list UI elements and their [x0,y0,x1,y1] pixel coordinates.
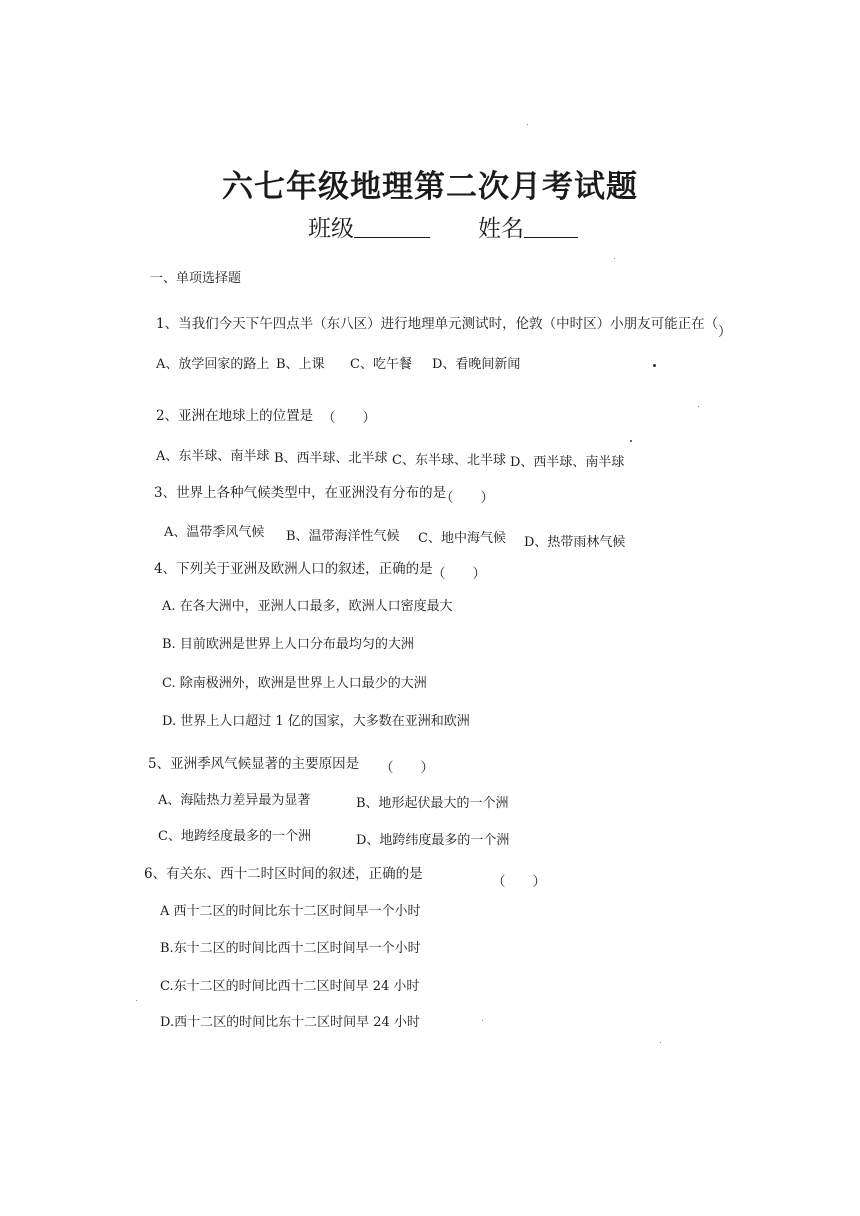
scan-speck [482,1020,483,1021]
question-3-option-d: D、热带雨林气候 [524,535,626,550]
question-6-option-d: D.西十二区的时间比东十二区时间早 24 小时 [160,1015,420,1030]
question-5-answer-paren: （ ） [380,760,434,776]
page-title: 六七年级地理第二次月考试题 [222,169,638,205]
question-4-option-c: C. 除南极洲外，欧洲是世界上人口最少的大洲 [162,676,427,691]
question-6-option-b: B.东十二区的时间比西十二区时间早一个小时 [160,941,421,956]
question-4-option-d: D. 世界上人口超过 1 亿的国家，大多数在亚洲和欧洲 [162,714,470,729]
question-6-answer-paren: （ ） [492,874,546,890]
question-3-answer-paren: （ ） [440,490,494,506]
question-5-option-a: A、海陆热力差异最为显著 [158,793,311,808]
question-2-stem: 2、亚洲在地球上的位置是 [156,408,314,424]
name-label: 姓名 [478,216,524,242]
name-field [478,218,578,241]
scan-speck [653,364,656,367]
question-2-option-c: C、东半球、北半球 [392,453,506,468]
scan-speck [136,1000,137,1001]
question-1-option-a: A、放学回家的路上 [156,357,270,372]
question-5-option-c: C、地跨经度最多的一个洲 [158,829,311,844]
question-6-option-c: C.东十二区的时间比西十二区时间早 24 小时 [160,979,420,994]
question-3-option-a: A、温带季风气候 [164,525,265,540]
question-5-option-d: D、地跨纬度最多的一个洲 [356,833,510,848]
question-2-option-d: D、西半球、南半球 [510,455,625,470]
scan-speck [630,440,632,442]
question-1-close-paren: ） [718,324,732,340]
question-3-option-b: B、温带海洋性气候 [286,529,400,544]
question-3-stem: 3、世界上各种气候类型中，在亚洲没有分布的是 [154,485,447,501]
scan-speck [698,406,699,407]
name-blank[interactable] [524,237,578,238]
question-1-option-d: D、看晚间新闻 [432,357,521,372]
question-4-option-a: A. 在各大洲中，亚洲人口最多，欧洲人口密度最大 [162,599,453,614]
question-5-option-b: B、地形起伏最大的一个洲 [356,796,509,811]
question-4-option-b: B. 目前欧洲是世界上人口分布最均匀的大洲 [162,637,414,652]
question-2-answer-paren: （ ） [322,410,376,426]
question-1-text: 1、当我们今天下午四点半（东八区）进行地理单元测试时，伦敦（中时区）小朋友可能正在（ [156,316,719,332]
class-blank[interactable] [354,237,430,238]
question-4-answer-paren: （ ） [432,566,486,582]
question-2-option-a: A、东半球、南半球 [156,449,270,464]
class-field [308,218,430,241]
scan-speck [660,1042,661,1043]
question-5-stem: 5、亚洲季风气候显著的主要原因是 [148,756,360,772]
scan-speck [614,258,615,259]
question-6-option-a: A 西十二区的时间比东十二区时间早一个小时 [160,904,421,919]
class-label: 班级 [308,216,354,242]
scan-speck [527,124,528,125]
question-1-option-b: B、上课 [276,357,325,372]
section-heading: 一、单项选择题 [150,271,242,286]
question-3-option-c: C、地中海气候 [418,531,506,546]
question-4-stem: 4、下列关于亚洲及欧洲人口的叙述，正确的是 [154,561,433,577]
question-1-option-c: C、吃午餐 [350,357,412,372]
question-2-option-b: B、西半球、北半球 [274,451,388,466]
question-6-stem: 6、有关东、西十二时区时间的叙述，正确的是 [144,866,423,882]
question-1-stem [156,318,718,332]
